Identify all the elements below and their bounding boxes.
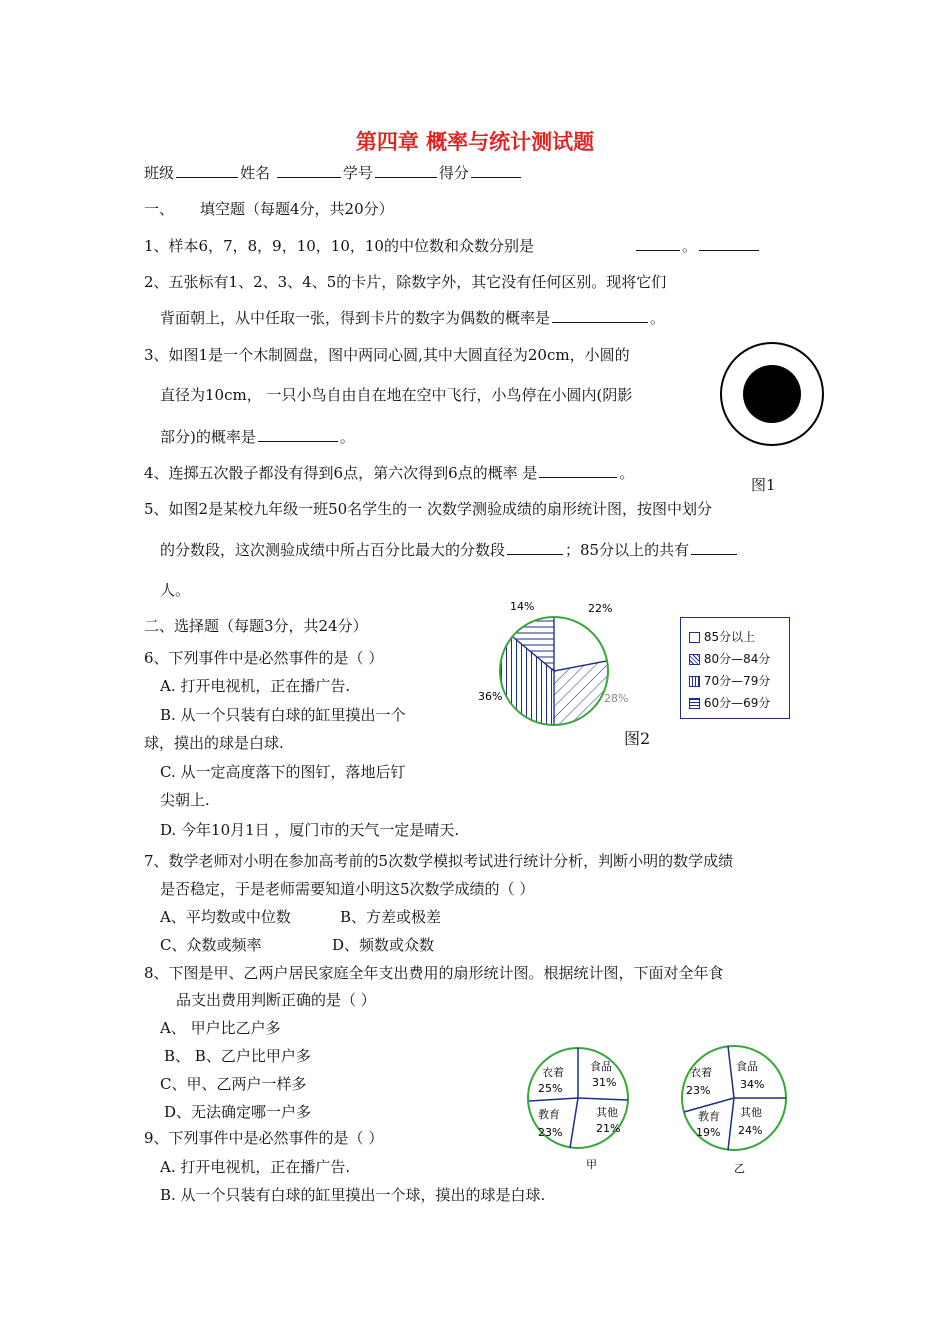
question-7-line2: 是否稳定，于是老师需要知道小明这5次数学成绩的（ ） bbox=[160, 880, 535, 898]
question-7-option-a: A、平均数或中位数 bbox=[160, 908, 291, 926]
question-7-option-c: C、众数或频率 bbox=[160, 936, 262, 954]
question-8-option-d: D、无法确定哪一户多 bbox=[164, 1103, 312, 1121]
jia-food-value: 31% bbox=[592, 1076, 617, 1089]
question-1-answer: 。 bbox=[634, 236, 761, 256]
question-9-option-b: B. 从一个只装有白球的缸里摸出一个球，摸出的球是白球. bbox=[160, 1186, 546, 1204]
question-4: 4、连掷五次骰子都没有得到6点，第六次得到6点的概率 是 。 bbox=[144, 464, 635, 482]
question-5-line2: 的分数段，这次测验成绩中所占百分比最大的分数段 ；85分以上的共有 bbox=[160, 540, 739, 560]
household-yi-pie bbox=[676, 1040, 796, 1176]
question-1-text: 1、样本6，7，8，9，10，10，10的中位数和众数分别是 bbox=[144, 237, 534, 255]
question-6-option-c-cont: 尖朝上. bbox=[160, 791, 210, 809]
jia-food-label: 食品 bbox=[590, 1060, 612, 1073]
legend-item: 85分以上 bbox=[689, 628, 755, 645]
legend-item: 80分—84分 bbox=[689, 650, 770, 667]
id-label: 学号 bbox=[342, 164, 373, 182]
yi-other-value: 24% bbox=[738, 1124, 763, 1137]
question-5-blank-1 bbox=[507, 540, 563, 555]
question-6-option-b-cont: 球，摸出的球是白球. bbox=[144, 734, 284, 752]
name-blank bbox=[277, 163, 341, 178]
section1-heading: 填空题（每题4分，共20分） bbox=[200, 200, 394, 218]
question-6-option-a: A. 打开电视机，正在播广告. bbox=[160, 677, 351, 695]
question-8-option-a: A、 甲户比乙户多 bbox=[160, 1019, 281, 1037]
jia-other-value: 21% bbox=[596, 1122, 621, 1135]
jia-education-value: 23% bbox=[538, 1126, 563, 1139]
question-7-option-b: B、方差或极差 bbox=[340, 908, 442, 926]
inner-circle-shaded bbox=[743, 365, 801, 423]
question-1 bbox=[144, 236, 534, 256]
legend-swatch-diagonal bbox=[689, 654, 700, 665]
jia-clothing-value: 25% bbox=[538, 1082, 563, 1095]
question-4-blank bbox=[539, 463, 617, 478]
student-info-line bbox=[144, 163, 523, 183]
legend-swatch-vertical bbox=[689, 676, 700, 687]
question-6-option-c: C. 从一定高度落下的图钉，落地后钉 bbox=[160, 763, 406, 781]
legend-item: 60分—69分 bbox=[689, 694, 770, 711]
question-5-line1: 5、如图2是某校九年级一班50名学生的一 次数学测验成绩的扇形统计图，按图中划分 bbox=[144, 500, 712, 518]
question-6-option-d: D. 今年10月1日 ，厦门市的天气一定是晴天. bbox=[160, 821, 460, 839]
figure-1-disc bbox=[718, 340, 826, 448]
yi-clothing-label: 衣着 bbox=[690, 1066, 712, 1079]
household-jia-pie bbox=[526, 1040, 636, 1176]
question-8-option-b: B、 B、乙户比甲户多 bbox=[164, 1047, 311, 1065]
question-6-stem: 6、下列事件中是必然事件的是（ ） bbox=[144, 649, 384, 667]
jia-other-label: 其他 bbox=[596, 1106, 618, 1119]
legend-swatch-horizontal bbox=[689, 698, 700, 709]
question-9-option-a: A. 打开电视机，正在播广告. bbox=[160, 1158, 351, 1176]
question-5-blank-2 bbox=[691, 540, 737, 555]
pie-slice-2 bbox=[554, 661, 608, 725]
page-title: 第四章 概率与统计测试题 bbox=[355, 130, 595, 154]
class-label: 班级 bbox=[144, 164, 175, 182]
question-3-line2: 直径为10cm， 一只小鸟自由自在地在空中飞行，小鸟停在小圆内(阴影 bbox=[160, 386, 633, 404]
section1-number: 一、 bbox=[144, 200, 175, 218]
question-7-line1: 7、数学老师对小明在参加高考前的5次数学模拟考试进行统计分析，判断小明的数学成绩 bbox=[144, 852, 734, 870]
yi-other-label: 其他 bbox=[740, 1106, 762, 1119]
figure-1-caption: 图1 bbox=[751, 476, 776, 494]
yi-food-value: 34% bbox=[740, 1078, 765, 1091]
question-5-line3: 人。 bbox=[160, 581, 191, 599]
pie-label-36: 36% bbox=[478, 690, 503, 703]
pie-label-14: 14% bbox=[510, 600, 535, 613]
question-2-blank bbox=[552, 308, 648, 323]
question-9-stem: 9、下列事件中是必然事件的是（ ） bbox=[144, 1129, 384, 1147]
score-label: 得分 bbox=[438, 164, 469, 182]
yi-clothing-value: 23% bbox=[686, 1084, 711, 1097]
question-7-option-d: D、频数或众数 bbox=[332, 936, 435, 954]
jia-education-label: 教育 bbox=[538, 1108, 560, 1121]
yi-caption: 乙 bbox=[734, 1162, 745, 1175]
name-label: 姓名 bbox=[240, 164, 271, 182]
jia-clothing-label: 衣着 bbox=[542, 1066, 564, 1079]
yi-food-label: 食品 bbox=[736, 1060, 758, 1073]
figure-2-pie-chart bbox=[474, 594, 634, 736]
figure-2-caption: 图2 bbox=[624, 729, 651, 748]
question-2-line1: 2、五张标有1、2、3、4、5的卡片，除数字外，其它没有任何区别。现将它们 bbox=[144, 273, 667, 291]
question-6-option-b: B. 从一个只装有白球的缸里摸出一个 bbox=[160, 706, 406, 724]
question-2-line2: 背面朝上，从中任取一张，得到卡片的数字为偶数的概率是 。 bbox=[160, 309, 666, 327]
question-8-line1: 8、下图是甲、乙两户居民家庭全年支出费用的扇形统计图。根据统计图，下面对全年食 bbox=[144, 964, 724, 982]
question-8-option-c: C、甲、乙两户一样多 bbox=[160, 1075, 307, 1093]
legend-item: 70分—79分 bbox=[689, 672, 770, 689]
question-8-line2: 品支出费用判断正确的是（ ） bbox=[176, 991, 376, 1009]
pie-label-22: 22% bbox=[588, 602, 613, 615]
pie-label-28: 28% bbox=[604, 692, 629, 705]
class-blank bbox=[176, 163, 238, 178]
id-blank bbox=[375, 163, 437, 178]
question-3-blank bbox=[258, 427, 338, 442]
question-3-line1: 3、如图1是一个木制圆盘，图中两同心圆,其中大圆直径为20cm，小圆的 bbox=[144, 346, 630, 364]
question-3-line3: 部分)的概率是 。 bbox=[160, 428, 355, 446]
section2-heading: 二、选择题（每题3分，共24分） bbox=[144, 617, 368, 635]
jia-caption: 甲 bbox=[586, 1158, 597, 1171]
legend-swatch-blank bbox=[689, 632, 700, 643]
yi-education-label: 教育 bbox=[698, 1110, 720, 1123]
score-blank bbox=[471, 163, 521, 178]
figure-2-legend bbox=[680, 617, 790, 719]
yi-education-value: 19% bbox=[696, 1126, 721, 1139]
